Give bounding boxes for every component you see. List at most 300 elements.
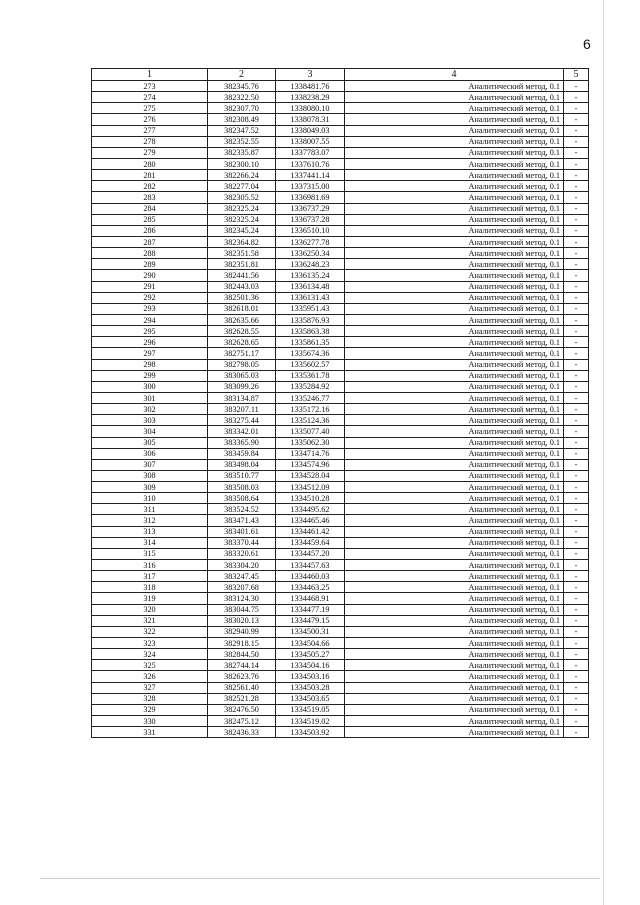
- column-5-cell: -: [564, 593, 589, 604]
- x-coordinate-cell: 382628.55: [208, 326, 276, 337]
- y-coordinate-cell: 1334503.65: [276, 693, 345, 704]
- table-row: [92, 270, 589, 281]
- column-5-cell: -: [564, 158, 589, 169]
- table-row: [92, 626, 589, 637]
- table-row: [92, 225, 589, 236]
- y-coordinate-cell: 1334459.64: [276, 537, 345, 548]
- x-coordinate-cell: 382277.04: [208, 181, 276, 192]
- page-number: 6: [583, 36, 591, 52]
- table-row: [92, 448, 589, 459]
- point-number-cell: 316: [92, 560, 208, 571]
- x-coordinate-cell: 383510.77: [208, 470, 276, 481]
- method-cell: Аналитический метод, 0.1: [345, 170, 564, 181]
- column-5-cell: -: [564, 236, 589, 247]
- table-row: [92, 292, 589, 303]
- table-row: [92, 381, 589, 392]
- x-coordinate-cell: 383099.26: [208, 381, 276, 392]
- x-coordinate-cell: 382635.66: [208, 314, 276, 325]
- x-coordinate-cell: 382436.33: [208, 727, 276, 738]
- x-coordinate-cell: 383275.44: [208, 415, 276, 426]
- x-coordinate-cell: 382798.05: [208, 359, 276, 370]
- point-number-cell: 325: [92, 660, 208, 671]
- method-cell: Аналитический метод, 0.1: [345, 437, 564, 448]
- x-coordinate-cell: 383370.44: [208, 537, 276, 548]
- point-number-cell: 308: [92, 470, 208, 481]
- method-cell: Аналитический метод, 0.1: [345, 114, 564, 125]
- column-5-cell: -: [564, 404, 589, 415]
- y-coordinate-cell: 1334512.09: [276, 482, 345, 493]
- method-cell: Аналитический метод, 0.1: [345, 426, 564, 437]
- column-5-cell: -: [564, 548, 589, 559]
- table-row: [92, 81, 589, 92]
- table-row: [92, 470, 589, 481]
- x-coordinate-cell: 382443.03: [208, 281, 276, 292]
- table-row: [92, 303, 589, 314]
- table-row: [92, 114, 589, 125]
- x-coordinate-cell: 382628.65: [208, 337, 276, 348]
- column-header-5: 5: [564, 69, 589, 81]
- table-row: [92, 615, 589, 626]
- method-cell: Аналитический метод, 0.1: [345, 537, 564, 548]
- table-row: [92, 203, 589, 214]
- table-row: [92, 582, 589, 593]
- table-row: [92, 337, 589, 348]
- x-coordinate-cell: 382300.10: [208, 158, 276, 169]
- column-header-x: 2: [208, 69, 276, 81]
- method-cell: Аналитический метод, 0.1: [345, 281, 564, 292]
- method-cell: Аналитический метод, 0.1: [345, 649, 564, 660]
- table-row: [92, 181, 589, 192]
- x-coordinate-cell: 382351.81: [208, 259, 276, 270]
- table-row: [92, 236, 589, 247]
- method-cell: Аналитический метод, 0.1: [345, 615, 564, 626]
- table-row: [92, 504, 589, 515]
- table-row: [92, 493, 589, 504]
- method-cell: Аналитический метод, 0.1: [345, 136, 564, 147]
- column-5-cell: -: [564, 303, 589, 314]
- method-cell: Аналитический метод, 0.1: [345, 693, 564, 704]
- point-number-cell: 328: [92, 693, 208, 704]
- x-coordinate-cell: 382347.52: [208, 125, 276, 136]
- column-5-cell: -: [564, 337, 589, 348]
- y-coordinate-cell: 1334457.63: [276, 560, 345, 571]
- column-5-cell: -: [564, 92, 589, 103]
- x-coordinate-cell: 382325.24: [208, 203, 276, 214]
- column-5-cell: -: [564, 649, 589, 660]
- point-number-cell: 312: [92, 515, 208, 526]
- column-5-cell: -: [564, 381, 589, 392]
- y-coordinate-cell: 1334519.05: [276, 704, 345, 715]
- point-number-cell: 320: [92, 604, 208, 615]
- method-cell: Аналитический метод, 0.1: [345, 303, 564, 314]
- column-5-cell: -: [564, 103, 589, 114]
- x-coordinate-cell: 383044.75: [208, 604, 276, 615]
- table-row: [92, 259, 589, 270]
- table-row: [92, 136, 589, 147]
- column-header-point: 1: [92, 69, 208, 81]
- column-5-cell: -: [564, 370, 589, 381]
- column-5-cell: -: [564, 682, 589, 693]
- method-cell: Аналитический метод, 0.1: [345, 125, 564, 136]
- y-coordinate-cell: 1334519.02: [276, 716, 345, 727]
- y-coordinate-cell: 1336250.34: [276, 248, 345, 259]
- point-number-cell: 295: [92, 326, 208, 337]
- y-coordinate-cell: 1336135.24: [276, 270, 345, 281]
- y-coordinate-cell: 1334461.42: [276, 526, 345, 537]
- column-5-cell: -: [564, 482, 589, 493]
- x-coordinate-cell: 383459.84: [208, 448, 276, 459]
- x-coordinate-cell: 383471.43: [208, 515, 276, 526]
- y-coordinate-cell: 1334528.04: [276, 470, 345, 481]
- y-coordinate-cell: 1334504.66: [276, 638, 345, 649]
- point-number-cell: 274: [92, 92, 208, 103]
- x-coordinate-cell: 383508.64: [208, 493, 276, 504]
- y-coordinate-cell: 1334510.28: [276, 493, 345, 504]
- y-coordinate-cell: 1337610.76: [276, 158, 345, 169]
- method-cell: Аналитический метод, 0.1: [345, 448, 564, 459]
- x-coordinate-cell: 383247.45: [208, 571, 276, 582]
- table-row: [92, 560, 589, 571]
- y-coordinate-cell: 1335246.77: [276, 392, 345, 403]
- point-number-cell: 318: [92, 582, 208, 593]
- column-5-cell: -: [564, 716, 589, 727]
- table-row: [92, 192, 589, 203]
- column-5-cell: -: [564, 259, 589, 270]
- method-cell: Аналитический метод, 0.1: [345, 326, 564, 337]
- method-cell: Аналитический метод, 0.1: [345, 660, 564, 671]
- x-coordinate-cell: 382335.87: [208, 147, 276, 158]
- column-5-cell: -: [564, 292, 589, 303]
- column-5-cell: -: [564, 537, 589, 548]
- page-bottom-line: [40, 878, 600, 879]
- point-number-cell: 297: [92, 348, 208, 359]
- point-number-cell: 280: [92, 158, 208, 169]
- method-cell: Аналитический метод, 0.1: [345, 314, 564, 325]
- point-number-cell: 327: [92, 682, 208, 693]
- x-coordinate-cell: 383320.61: [208, 548, 276, 559]
- x-coordinate-cell: 382561.40: [208, 682, 276, 693]
- y-coordinate-cell: 1335674.36: [276, 348, 345, 359]
- y-coordinate-cell: 1336981.69: [276, 192, 345, 203]
- point-number-cell: 326: [92, 671, 208, 682]
- table-row: [92, 571, 589, 582]
- method-cell: Аналитический метод, 0.1: [345, 381, 564, 392]
- y-coordinate-cell: 1335361.78: [276, 370, 345, 381]
- method-cell: Аналитический метод, 0.1: [345, 727, 564, 738]
- y-coordinate-cell: 1335602.57: [276, 359, 345, 370]
- point-number-cell: 305: [92, 437, 208, 448]
- column-5-cell: -: [564, 326, 589, 337]
- table-row: [92, 370, 589, 381]
- method-cell: Аналитический метод, 0.1: [345, 526, 564, 537]
- point-number-cell: 279: [92, 147, 208, 158]
- method-cell: Аналитический метод, 0.1: [345, 392, 564, 403]
- method-cell: Аналитический метод, 0.1: [345, 270, 564, 281]
- point-number-cell: 319: [92, 593, 208, 604]
- x-coordinate-cell: 382266.24: [208, 170, 276, 181]
- y-coordinate-cell: 1334463.25: [276, 582, 345, 593]
- table-row: [92, 548, 589, 559]
- method-cell: Аналитический метод, 0.1: [345, 225, 564, 236]
- point-number-cell: 294: [92, 314, 208, 325]
- y-coordinate-cell: 1336510.10: [276, 225, 345, 236]
- point-number-cell: 317: [92, 571, 208, 582]
- column-5-cell: -: [564, 727, 589, 738]
- point-number-cell: 292: [92, 292, 208, 303]
- point-number-cell: 330: [92, 716, 208, 727]
- point-number-cell: 285: [92, 214, 208, 225]
- table-row: [92, 537, 589, 548]
- y-coordinate-cell: 1336737.28: [276, 214, 345, 225]
- point-number-cell: 315: [92, 548, 208, 559]
- x-coordinate-cell: 383207.11: [208, 404, 276, 415]
- column-5-cell: -: [564, 415, 589, 426]
- method-cell: Аналитический метод, 0.1: [345, 92, 564, 103]
- x-coordinate-cell: 383342.01: [208, 426, 276, 437]
- y-coordinate-cell: 1338238.29: [276, 92, 345, 103]
- column-5-cell: -: [564, 615, 589, 626]
- table-row: [92, 314, 589, 325]
- method-cell: Аналитический метод, 0.1: [345, 203, 564, 214]
- method-cell: Аналитический метод, 0.1: [345, 515, 564, 526]
- method-cell: Аналитический метод, 0.1: [345, 626, 564, 637]
- column-5-cell: -: [564, 392, 589, 403]
- point-number-cell: 307: [92, 459, 208, 470]
- table-row: [92, 92, 589, 103]
- point-number-cell: 301: [92, 392, 208, 403]
- method-cell: Аналитический метод, 0.1: [345, 236, 564, 247]
- table-row: [92, 125, 589, 136]
- y-coordinate-cell: 1334574.96: [276, 459, 345, 470]
- table-row: [92, 437, 589, 448]
- y-coordinate-cell: 1336134.48: [276, 281, 345, 292]
- point-number-cell: 293: [92, 303, 208, 314]
- y-coordinate-cell: 1335861.35: [276, 337, 345, 348]
- method-cell: Аналитический метод, 0.1: [345, 415, 564, 426]
- point-number-cell: 324: [92, 649, 208, 660]
- table-row: [92, 415, 589, 426]
- table-row: [92, 671, 589, 682]
- y-coordinate-cell: 1335876.93: [276, 314, 345, 325]
- x-coordinate-cell: 382307.70: [208, 103, 276, 114]
- column-5-cell: -: [564, 459, 589, 470]
- point-number-cell: 281: [92, 170, 208, 181]
- column-5-cell: -: [564, 203, 589, 214]
- x-coordinate-cell: 383498.04: [208, 459, 276, 470]
- x-coordinate-cell: 382308.49: [208, 114, 276, 125]
- point-number-cell: 306: [92, 448, 208, 459]
- point-number-cell: 331: [92, 727, 208, 738]
- y-coordinate-cell: 1337315.00: [276, 181, 345, 192]
- y-coordinate-cell: 1334465.46: [276, 515, 345, 526]
- table-row: [92, 704, 589, 715]
- table-row: [92, 727, 589, 738]
- x-coordinate-cell: 382325.24: [208, 214, 276, 225]
- point-number-cell: 283: [92, 192, 208, 203]
- table-row: [92, 248, 589, 259]
- x-coordinate-cell: 382918.15: [208, 638, 276, 649]
- column-5-cell: -: [564, 359, 589, 370]
- point-number-cell: 286: [92, 225, 208, 236]
- method-cell: Аналитический метод, 0.1: [345, 716, 564, 727]
- method-cell: Аналитический метод, 0.1: [345, 192, 564, 203]
- table-row: [92, 482, 589, 493]
- table-row: [92, 147, 589, 158]
- point-number-cell: 321: [92, 615, 208, 626]
- method-cell: Аналитический метод, 0.1: [345, 459, 564, 470]
- y-coordinate-cell: 1337783.07: [276, 147, 345, 158]
- method-cell: Аналитический метод, 0.1: [345, 504, 564, 515]
- table-row: [92, 682, 589, 693]
- column-header-y: 3: [276, 69, 345, 81]
- method-cell: Аналитический метод, 0.1: [345, 359, 564, 370]
- method-cell: Аналитический метод, 0.1: [345, 158, 564, 169]
- point-number-cell: 299: [92, 370, 208, 381]
- point-number-cell: 290: [92, 270, 208, 281]
- y-coordinate-cell: 1336248.23: [276, 259, 345, 270]
- table-row: [92, 638, 589, 649]
- table-row: [92, 348, 589, 359]
- method-cell: Аналитический метод, 0.1: [345, 348, 564, 359]
- column-5-cell: -: [564, 248, 589, 259]
- point-number-cell: 310: [92, 493, 208, 504]
- table-row: [92, 158, 589, 169]
- y-coordinate-cell: 1335863.38: [276, 326, 345, 337]
- y-coordinate-cell: 1334503.92: [276, 727, 345, 738]
- table-row: [92, 649, 589, 660]
- x-coordinate-cell: 382351.58: [208, 248, 276, 259]
- x-coordinate-cell: 382623.76: [208, 671, 276, 682]
- method-cell: Аналитический метод, 0.1: [345, 582, 564, 593]
- x-coordinate-cell: 383508.03: [208, 482, 276, 493]
- y-coordinate-cell: 1334503.28: [276, 682, 345, 693]
- y-coordinate-cell: 1334457.20: [276, 548, 345, 559]
- y-coordinate-cell: 1338049.03: [276, 125, 345, 136]
- point-number-cell: 296: [92, 337, 208, 348]
- method-cell: Аналитический метод, 0.1: [345, 103, 564, 114]
- y-coordinate-cell: 1335951.43: [276, 303, 345, 314]
- column-5-cell: -: [564, 170, 589, 181]
- x-coordinate-cell: 383020.13: [208, 615, 276, 626]
- y-coordinate-cell: 1334477.19: [276, 604, 345, 615]
- y-coordinate-cell: 1335077.40: [276, 426, 345, 437]
- column-5-cell: -: [564, 504, 589, 515]
- column-5-cell: -: [564, 437, 589, 448]
- x-coordinate-cell: 383124.30: [208, 593, 276, 604]
- table-row: [92, 214, 589, 225]
- method-cell: Аналитический метод, 0.1: [345, 638, 564, 649]
- table-row: [92, 459, 589, 470]
- column-5-cell: -: [564, 314, 589, 325]
- method-cell: Аналитический метод, 0.1: [345, 147, 564, 158]
- column-5-cell: -: [564, 582, 589, 593]
- point-number-cell: 275: [92, 103, 208, 114]
- x-coordinate-cell: 382501.36: [208, 292, 276, 303]
- table-row: [92, 660, 589, 671]
- y-coordinate-cell: 1334503.16: [276, 671, 345, 682]
- column-5-cell: -: [564, 571, 589, 582]
- column-5-cell: -: [564, 604, 589, 615]
- x-coordinate-cell: 383065.03: [208, 370, 276, 381]
- x-coordinate-cell: 382618.01: [208, 303, 276, 314]
- point-number-cell: 273: [92, 81, 208, 92]
- method-cell: Аналитический метод, 0.1: [345, 214, 564, 225]
- table-row: [92, 515, 589, 526]
- x-coordinate-cell: 382844.50: [208, 649, 276, 660]
- method-cell: Аналитический метод, 0.1: [345, 571, 564, 582]
- y-coordinate-cell: 1338481.76: [276, 81, 345, 92]
- x-coordinate-cell: 383401.61: [208, 526, 276, 537]
- x-coordinate-cell: 382751.17: [208, 348, 276, 359]
- y-coordinate-cell: 1334495.62: [276, 504, 345, 515]
- point-number-cell: 323: [92, 638, 208, 649]
- y-coordinate-cell: 1334714.76: [276, 448, 345, 459]
- point-number-cell: 282: [92, 181, 208, 192]
- point-number-cell: 329: [92, 704, 208, 715]
- y-coordinate-cell: 1334500.31: [276, 626, 345, 637]
- x-coordinate-cell: 382940.99: [208, 626, 276, 637]
- point-number-cell: 300: [92, 381, 208, 392]
- column-5-cell: -: [564, 125, 589, 136]
- point-number-cell: 303: [92, 415, 208, 426]
- method-cell: Аналитический метод, 0.1: [345, 81, 564, 92]
- column-header-method: 4: [345, 69, 564, 81]
- point-number-cell: 287: [92, 236, 208, 247]
- column-5-cell: -: [564, 348, 589, 359]
- y-coordinate-cell: 1334468.91: [276, 593, 345, 604]
- column-5-cell: -: [564, 270, 589, 281]
- table-row: [92, 426, 589, 437]
- x-coordinate-cell: 382345.76: [208, 81, 276, 92]
- column-5-cell: -: [564, 136, 589, 147]
- x-coordinate-cell: 383134.87: [208, 392, 276, 403]
- y-coordinate-cell: 1338080.10: [276, 103, 345, 114]
- column-5-cell: -: [564, 560, 589, 571]
- method-cell: Аналитический метод, 0.1: [345, 704, 564, 715]
- point-number-cell: 313: [92, 526, 208, 537]
- method-cell: Аналитический метод, 0.1: [345, 560, 564, 571]
- x-coordinate-cell: 383304.20: [208, 560, 276, 571]
- column-5-cell: -: [564, 448, 589, 459]
- column-5-cell: -: [564, 192, 589, 203]
- table-row: [92, 392, 589, 403]
- column-5-cell: -: [564, 114, 589, 125]
- x-coordinate-cell: 382441.56: [208, 270, 276, 281]
- column-5-cell: -: [564, 426, 589, 437]
- method-cell: Аналитический метод, 0.1: [345, 493, 564, 504]
- column-5-cell: -: [564, 626, 589, 637]
- table-row: [92, 716, 589, 727]
- method-cell: Аналитический метод, 0.1: [345, 337, 564, 348]
- method-cell: Аналитический метод, 0.1: [345, 548, 564, 559]
- column-5-cell: -: [564, 147, 589, 158]
- column-5-cell: -: [564, 660, 589, 671]
- scan-edge-line: [603, 0, 604, 905]
- y-coordinate-cell: 1338007.55: [276, 136, 345, 147]
- table-row: [92, 404, 589, 415]
- column-5-cell: -: [564, 493, 589, 504]
- table-row: [92, 604, 589, 615]
- x-coordinate-cell: 382364.82: [208, 236, 276, 247]
- column-5-cell: -: [564, 281, 589, 292]
- point-number-cell: 298: [92, 359, 208, 370]
- column-5-cell: -: [564, 704, 589, 715]
- column-5-cell: -: [564, 81, 589, 92]
- method-cell: Аналитический метод, 0.1: [345, 482, 564, 493]
- method-cell: Аналитический метод, 0.1: [345, 604, 564, 615]
- column-5-cell: -: [564, 470, 589, 481]
- y-coordinate-cell: 1338078.31: [276, 114, 345, 125]
